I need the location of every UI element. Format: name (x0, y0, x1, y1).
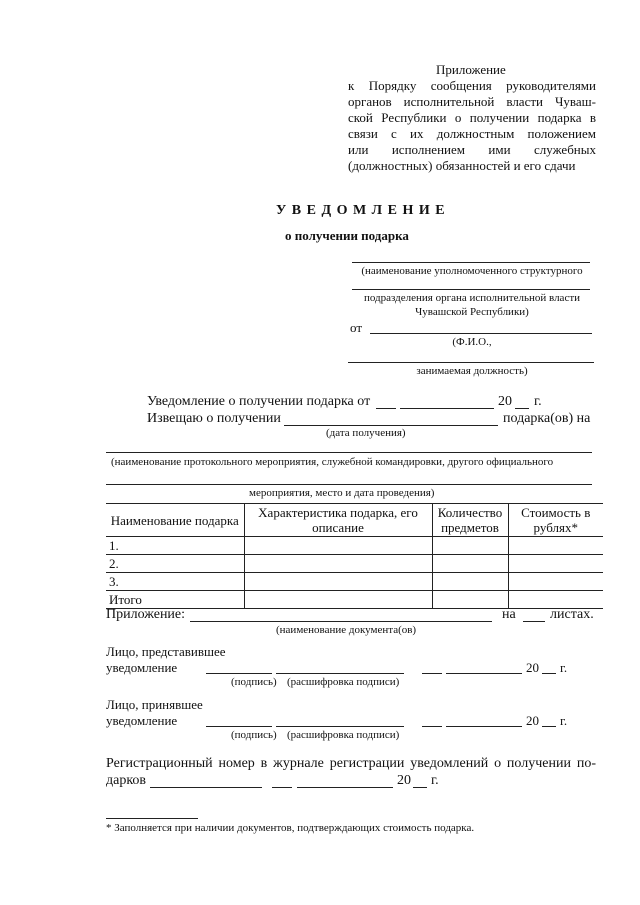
header-cost: Стоимость в рублях* (508, 504, 603, 537)
header-gift-name: Наименование подарка (106, 504, 244, 537)
addressee-caption: подразделения органа исполнительной власти (363, 292, 581, 304)
gifts-table (106, 503, 603, 609)
submitter-signature-line[interactable] (206, 673, 272, 674)
header-quantity: Количество предметов (432, 504, 508, 537)
appendix-line: (должностных) обязанностей и его сдачи (348, 158, 576, 173)
table-cell[interactable] (432, 555, 508, 573)
addressee-caption: Чувашской Республики) (415, 306, 529, 318)
receipt-date-line[interactable] (284, 425, 498, 426)
submitter-label: уведомление (106, 660, 178, 675)
row-number: 3. (106, 573, 244, 591)
table-cell[interactable] (508, 591, 603, 609)
appendix-line: органов исполнительной власти Чуваш- (348, 94, 596, 109)
event-caption: мероприятия, место и дата проведения) (249, 487, 435, 499)
fio-caption: (Ф.И.О., (452, 336, 492, 348)
submitter-year-suffix: г. (560, 660, 568, 675)
appendix-line: связи с их должностным положением (348, 126, 596, 141)
table-cell[interactable] (244, 591, 432, 609)
notice-year-line[interactable] (515, 408, 529, 409)
registration-year-line[interactable] (413, 787, 427, 788)
table-cell[interactable] (432, 591, 508, 609)
footnote-text: * Заполняется при наличии документов, подтверждающих стоимость подарка. (106, 822, 475, 834)
header-gift-description: Характеристика подарка, его описание (244, 504, 432, 537)
table-cell[interactable] (244, 573, 432, 591)
table-row-total (106, 591, 603, 609)
submitter-month-line[interactable] (446, 673, 522, 674)
table-row (106, 537, 603, 555)
from-label: от (350, 320, 363, 335)
submitter-day-line[interactable] (422, 673, 442, 674)
receiver-year-line[interactable] (542, 726, 556, 727)
attachment-on: на (502, 607, 516, 622)
registration-text: Регистрационный номер в журнале регистрации уведомлений о получении по- (106, 756, 596, 771)
event-line[interactable] (106, 484, 592, 485)
attachment-label: Приложение: (106, 607, 186, 622)
appendix-line: к Порядку сообщения руководителями (348, 78, 596, 93)
document-title: У В Е Д О М Л Е Н И Е (276, 203, 446, 218)
appendix-line: ской Республики о получении подарка в (348, 110, 596, 125)
table-cell[interactable] (244, 555, 432, 573)
registration-day-line[interactable] (272, 787, 292, 788)
table-row (106, 555, 603, 573)
receiver-label: уведомление (106, 713, 178, 728)
submitter-year-line[interactable] (542, 673, 556, 674)
table-cell[interactable] (432, 573, 508, 591)
row-total-label: Итого (106, 591, 244, 609)
registration-text-cont: дарков (106, 773, 147, 788)
addressee-line[interactable] (352, 262, 590, 263)
registration-month-line[interactable] (297, 787, 393, 788)
footnote-divider (106, 818, 198, 819)
position-caption: занимаемая должность) (416, 365, 528, 377)
receiver-signature-line[interactable] (206, 726, 272, 727)
receiver-decode-caption: (расшифровка подписи) (287, 729, 400, 741)
notice-day-line[interactable] (376, 408, 396, 409)
attachment-sheets: листах. (550, 607, 594, 622)
receipt-text: Извещаю о получении (147, 411, 281, 426)
attachment-document-line[interactable] (190, 621, 492, 622)
table-cell[interactable] (244, 537, 432, 555)
submitter-decode-caption: (расшифровка подписи) (287, 676, 400, 688)
receiver-decode-line[interactable] (276, 726, 404, 727)
attachment-sheets-line[interactable] (523, 621, 545, 622)
appendix-line: или исполнением ими служебных (348, 142, 596, 157)
addressee-line[interactable] (352, 289, 590, 290)
receiver-year-suffix: г. (560, 713, 568, 728)
row-number: 1. (106, 537, 244, 555)
registration-year-prefix: 20 (397, 773, 411, 788)
submitter-year-prefix: 20 (526, 660, 539, 675)
submitter-decode-line[interactable] (276, 673, 404, 674)
notice-text: Уведомление о получении подарка от (147, 394, 371, 409)
receiver-sign-caption: (подпись) (231, 729, 277, 741)
submitter-label: Лицо, представившее (106, 644, 226, 659)
event-caption: (наименование протокольного мероприятия, служебной командировки, другого официального (111, 456, 554, 468)
notice-year-suffix: г. (534, 394, 542, 409)
receiver-label: Лицо, принявшее (106, 697, 203, 712)
receiver-month-line[interactable] (446, 726, 522, 727)
position-line[interactable] (348, 362, 594, 363)
addressee-caption: (наименование уполномоченного структурного (361, 265, 583, 277)
date-caption: (дата получения) (326, 427, 406, 439)
table-cell[interactable] (508, 573, 603, 591)
table-cell[interactable] (508, 537, 603, 555)
row-number: 2. (106, 555, 244, 573)
table-row (106, 573, 603, 591)
event-line[interactable] (106, 452, 592, 453)
receipt-text-end: подарка(ов) на (503, 411, 591, 426)
document-subtitle: о получении подарка (285, 228, 409, 243)
appendix-title: Приложение (436, 62, 506, 77)
notice-month-line[interactable] (400, 408, 494, 409)
notice-year-prefix: 20 (498, 394, 512, 409)
registration-year-suffix: г. (431, 773, 439, 788)
table-cell[interactable] (432, 537, 508, 555)
attachment-caption: (наименование документа(ов) (276, 624, 417, 636)
receiver-day-line[interactable] (422, 726, 442, 727)
submitter-sign-caption: (подпись) (231, 676, 277, 688)
table-header-row (106, 504, 603, 537)
table-cell[interactable] (508, 555, 603, 573)
appendix-block (348, 62, 596, 174)
from-fio-line[interactable] (370, 333, 592, 334)
receiver-year-prefix: 20 (526, 713, 539, 728)
registration-number-line[interactable] (150, 787, 262, 788)
